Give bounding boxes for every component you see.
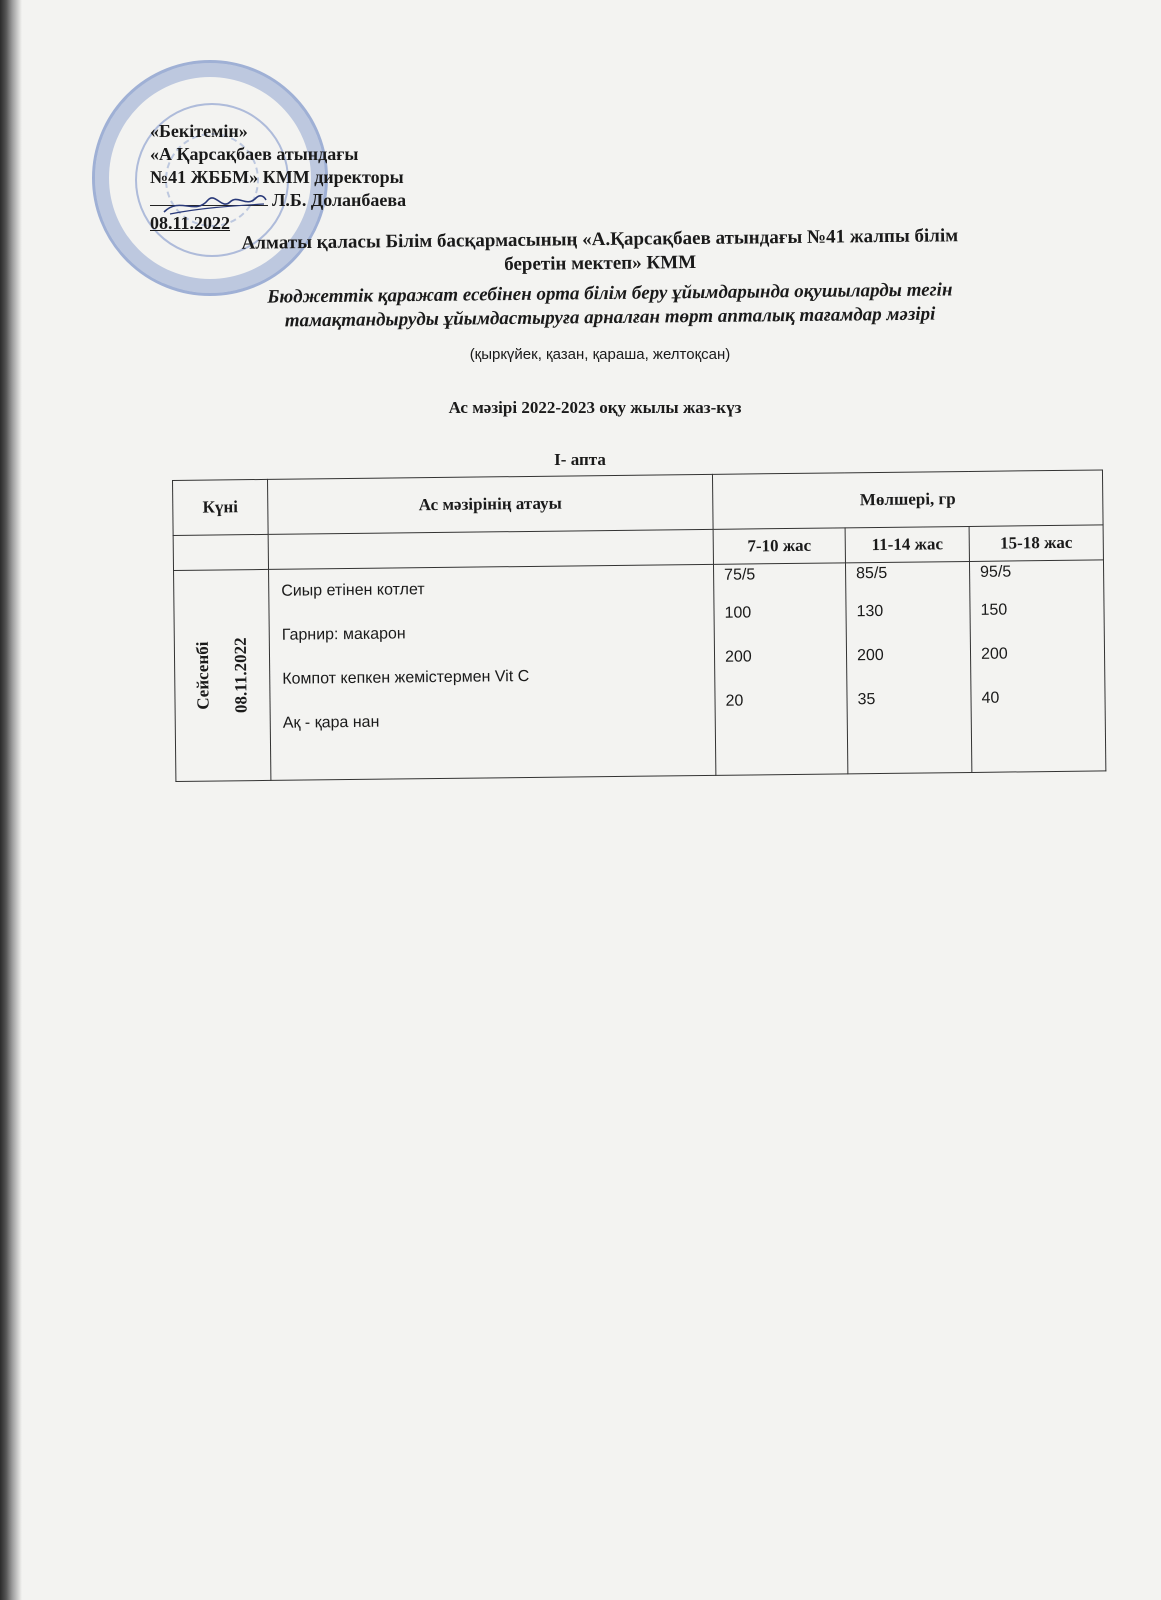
document-subtitle (170, 277, 1050, 334)
age-group-15-18: 15-18 жас (969, 525, 1103, 562)
approval-line2: №41 ЖББМ» КММ директоры (150, 167, 404, 187)
header-dish: Ас мәзірінің атауы (267, 474, 713, 534)
amount-value: 200 (856, 646, 884, 665)
amount-value: 200 (980, 645, 1008, 663)
amount-value: 130 (856, 602, 884, 621)
amount-cell-11-14 (845, 561, 971, 773)
weekday: Сейсенбі (192, 641, 213, 710)
document-title (150, 223, 1050, 280)
day-cell (174, 569, 271, 781)
amount-cell-15-18 (969, 560, 1105, 773)
dish-cell (269, 564, 716, 780)
amount-value: 35 (857, 691, 876, 709)
amount-value: 95/5 (980, 563, 1012, 581)
scan-edge (0, 0, 22, 1600)
amount-value: 150 (980, 601, 1008, 619)
row-date: 08.11.2022 (230, 637, 251, 714)
title-line2: беретін мектеп» КММ (504, 251, 697, 276)
title-line1: Алматы қаласы Білім басқармасының «А.Қарсақбаев атындағы №41 жалпы білім (241, 225, 959, 254)
subtitle-line2: тамақтандыруды ұйымдастыруға арналған төрт апталық тағамдар мәзірі (284, 303, 936, 332)
dish-item: Гарнир: макарон (281, 625, 406, 644)
amount-value: 200 (724, 648, 752, 666)
approval-line1: «А Қарсақбаев атындағы (150, 144, 359, 164)
amount-value: 75/5 (724, 566, 756, 584)
age-group-7-10: 7-10 жас (713, 528, 845, 564)
amount-value: 100 (724, 604, 752, 622)
amount-cell-7-10 (713, 563, 847, 775)
empty-cell (173, 534, 268, 570)
months-note: (қыркүйек, қазан, қараша, желтоқсан) (469, 346, 731, 363)
menu-year-heading: Ас мәзірі 2022-2023 оқу жылы жаз-күз (448, 398, 742, 417)
dish-item: Компот кепкен жемістермен Vit C (282, 667, 530, 688)
menu-table (172, 469, 1106, 782)
dish-item: Ақ - қара нан (282, 713, 380, 732)
amount-value: 85/5 (856, 564, 888, 583)
approval-signer: Л.Б. Доланбаева (272, 190, 407, 210)
menu-table-wrapper (172, 469, 1106, 805)
approval-date: 08.11.2022 (150, 213, 231, 233)
amount-value: 40 (981, 689, 1000, 707)
day-label (184, 637, 261, 713)
empty-cell (268, 529, 713, 569)
handwritten-signature (160, 186, 270, 220)
header-amount: Мөлшері, гр (712, 470, 1103, 529)
subtitle-line1: Бюджеттік қаражат есебінен орта білім беру ұйымдарында оқушыларды тегін (267, 279, 953, 308)
table-row (174, 560, 1106, 782)
header-day: Күні (173, 479, 269, 535)
age-group-11-14: 11-14 жас (845, 526, 969, 562)
approval-label: «Бекітемін» (150, 121, 248, 141)
amount-value: 20 (725, 692, 744, 710)
dish-item: Сиыр етінен котлет (281, 581, 425, 600)
week-heading: I- апта (554, 450, 606, 469)
